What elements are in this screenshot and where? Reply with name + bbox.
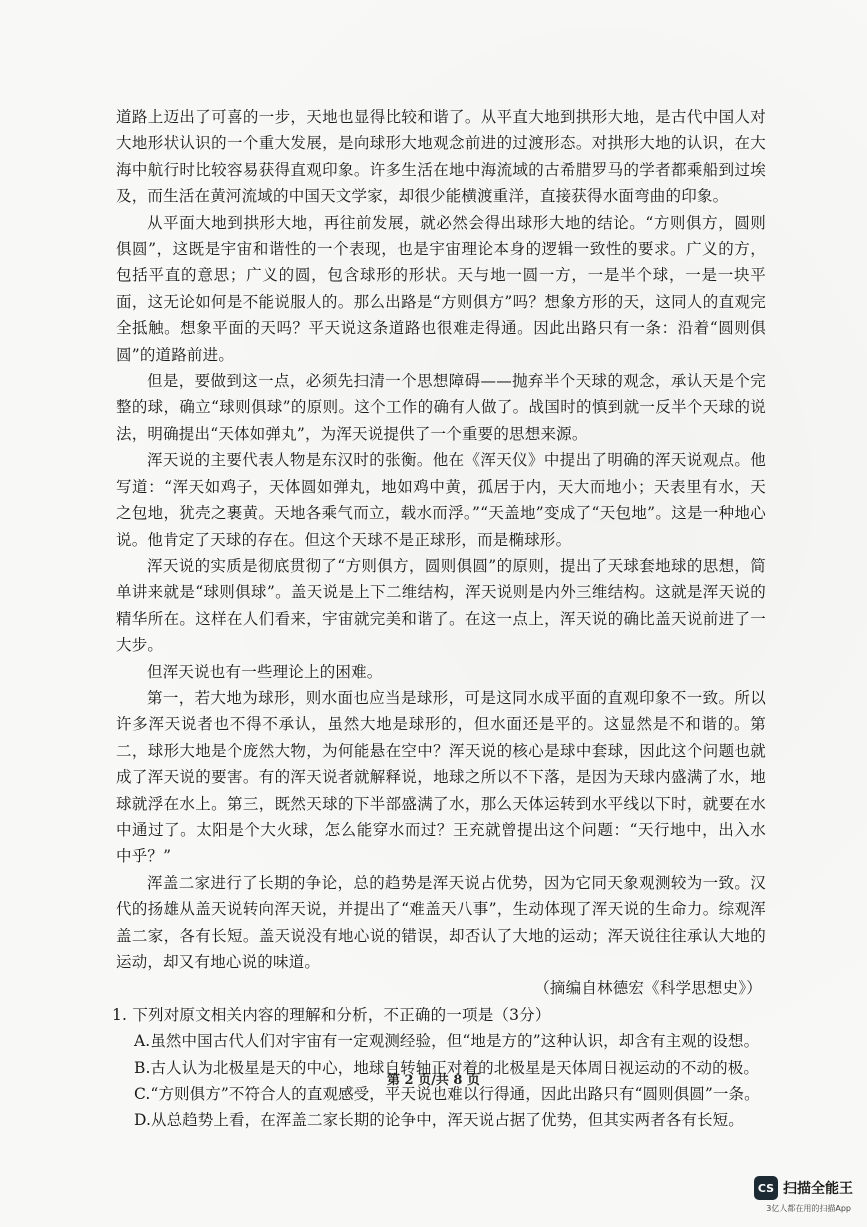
- option-c: C.“方则俱方”不符合人的直观感受，平天说也难以行得通，因此出路只有“圆则俱圆”一条。: [134, 1085, 760, 1104]
- option-a: A.虽然中国古代人们对宇宙有一定观测经验，但“地是方的”这种认识，却含有主观的设想。: [134, 1032, 760, 1051]
- option-b: B.古人认为北极星是天的中心，地球自转轴正对着的北极星是天体周日视运动的不动的极。: [134, 1058, 759, 1077]
- page-number: 第 2 页/共 8 页: [387, 1073, 480, 1088]
- scanner-slogan: 3亿人都在用的扫描App: [766, 1204, 851, 1213]
- paragraph-8: 浑盖二家进行了长期的争论，总的趋势是浑天说占优势，因为它同天象观测较为一致。汉代的扬雄从盖天说转向浑天说，并提出了“难盖天八事”，生动体现了浑天说的生命力。综观浑盖二家，各有长短。盖天说没有地心说的错误，却否认了大地的运动；浑天说往往承认大地的运动，却又有地心说的味道。: [116, 873, 766, 971]
- question-block: [112, 1002, 766, 1134]
- paragraph-4: 浑天说的主要代表人物是东汉时的张衡。他在《浑天仪》中提出了明确的浑天说观点。他写道：“浑天如鸡子，天体圆如弹丸，地如鸡中黄，孤居于内，天大而地小；天表里有水，天之包地，犹壳之裹黄。天地各乘气而立，载水而浮。”“天盖地”变成了“天包地”。这是一种地心说。他肯定了天球的存在。但这个天球不是正球形，而是椭球形。: [116, 451, 766, 549]
- paragraph-3: 但是，要做到这一点，必须先扫清一个思想障碍——抛弃半个天球的观念，承认天是个完整的球，确立“球则俱球”的原则。这个工作的确有人做了。战国时的慎到就一反半个天球的说法，明确提出“天体如弹丸”，为浑天说提供了一个重要的思想来源。: [116, 372, 766, 443]
- scanner-app-name: 扫描全能王: [783, 1181, 853, 1197]
- paragraph-1: 道路上迈出了可喜的一步，天地也显得比较和谐了。从平直大地到拱形大地，是古代中国人对大地形状认识的一个重大发展，是向球形大地观念前进的过渡形态。对拱形大地的认识，在大海中航行时比较容易获得直观印象。许多生活在地中海流域的古希腊罗马的学者都乘船到过埃及，而生活在黄河流域的中国天文学家，却很少能横渡重洋，直接获得水面弯曲的印象。: [116, 108, 766, 206]
- paragraph-7: 第一，若大地为球形，则水面也应当是球形，可是这同水成平面的直观印象不一致。所以许多浑天说者也不得不承认，虽然大地是球形的，但水面还是平的。这显然是不和谐的。第二，球形大地是个庞然大物，为何能悬在空中？浑天说的核心是球中套球，因此这个问题也就成了浑天说的要害。有的浑天说者就解释说，地球之所以不下落，是因为天球内盛满了水，地球就浮在水上。第三，既然天球的下半部盛满了水，那么天体运转到水平线以下时，就要在水中通过了。太阳是个大火球，怎么能穿水而过？王充就曾提出这个问题：“天行地中，出入水中乎？”: [116, 688, 766, 866]
- option-d: D.从总趋势上看，在浑盖二家长期的论争中，浑天说占据了优势，但其实两者各有长短。: [134, 1111, 744, 1130]
- paragraph-6: 但浑天说也有一些理论上的困难。: [147, 662, 383, 681]
- source-citation: （摘编自林德宏《科学思想史》）: [534, 979, 762, 998]
- scanner-watermark: [754, 1176, 853, 1200]
- paragraph-5: 浑天说的实质是彻底贯彻了“方则俱方，圆则俱圆”的原则，提出了天球套地球的思想，简单讲来就是“球则俱球”。盖天说是上下二维结构，浑天说则是内外三维结构。这就是浑天说的精华所在。这样在人们看来，宇宙就完美和谐了。在这一点上，浑天说的确比盖天说前进了一大步。: [116, 556, 766, 655]
- paragraph-2: 从平面大地到拱形大地，再往前发展，就必然会得出球形大地的结论。“方则俱方，圆则俱圆”，这既是宇宙和谐性的一个表现，也是宇宙理论本身的逻辑一致性的要求。广义的方，包括平直的意思；广义的圆，包含球形的形状。天与地一圆一方，一是半个球，一是一块平面，这无论如何是不能说服人的。那么出路是“方则俱方”吗？想象方形的天，这同人的直观完全抵触。想象平面的天吗？平天说这条道路也很难走得通。因此出路只有一条：沿着“圆则俱圆”的道路前进。: [116, 213, 766, 364]
- camscanner-logo-icon: CS: [754, 1176, 778, 1200]
- article-body: [112, 104, 766, 1134]
- question-stem: 1. 下列对原文相关内容的理解和分析，不正确的一项是（3分）: [112, 1005, 551, 1024]
